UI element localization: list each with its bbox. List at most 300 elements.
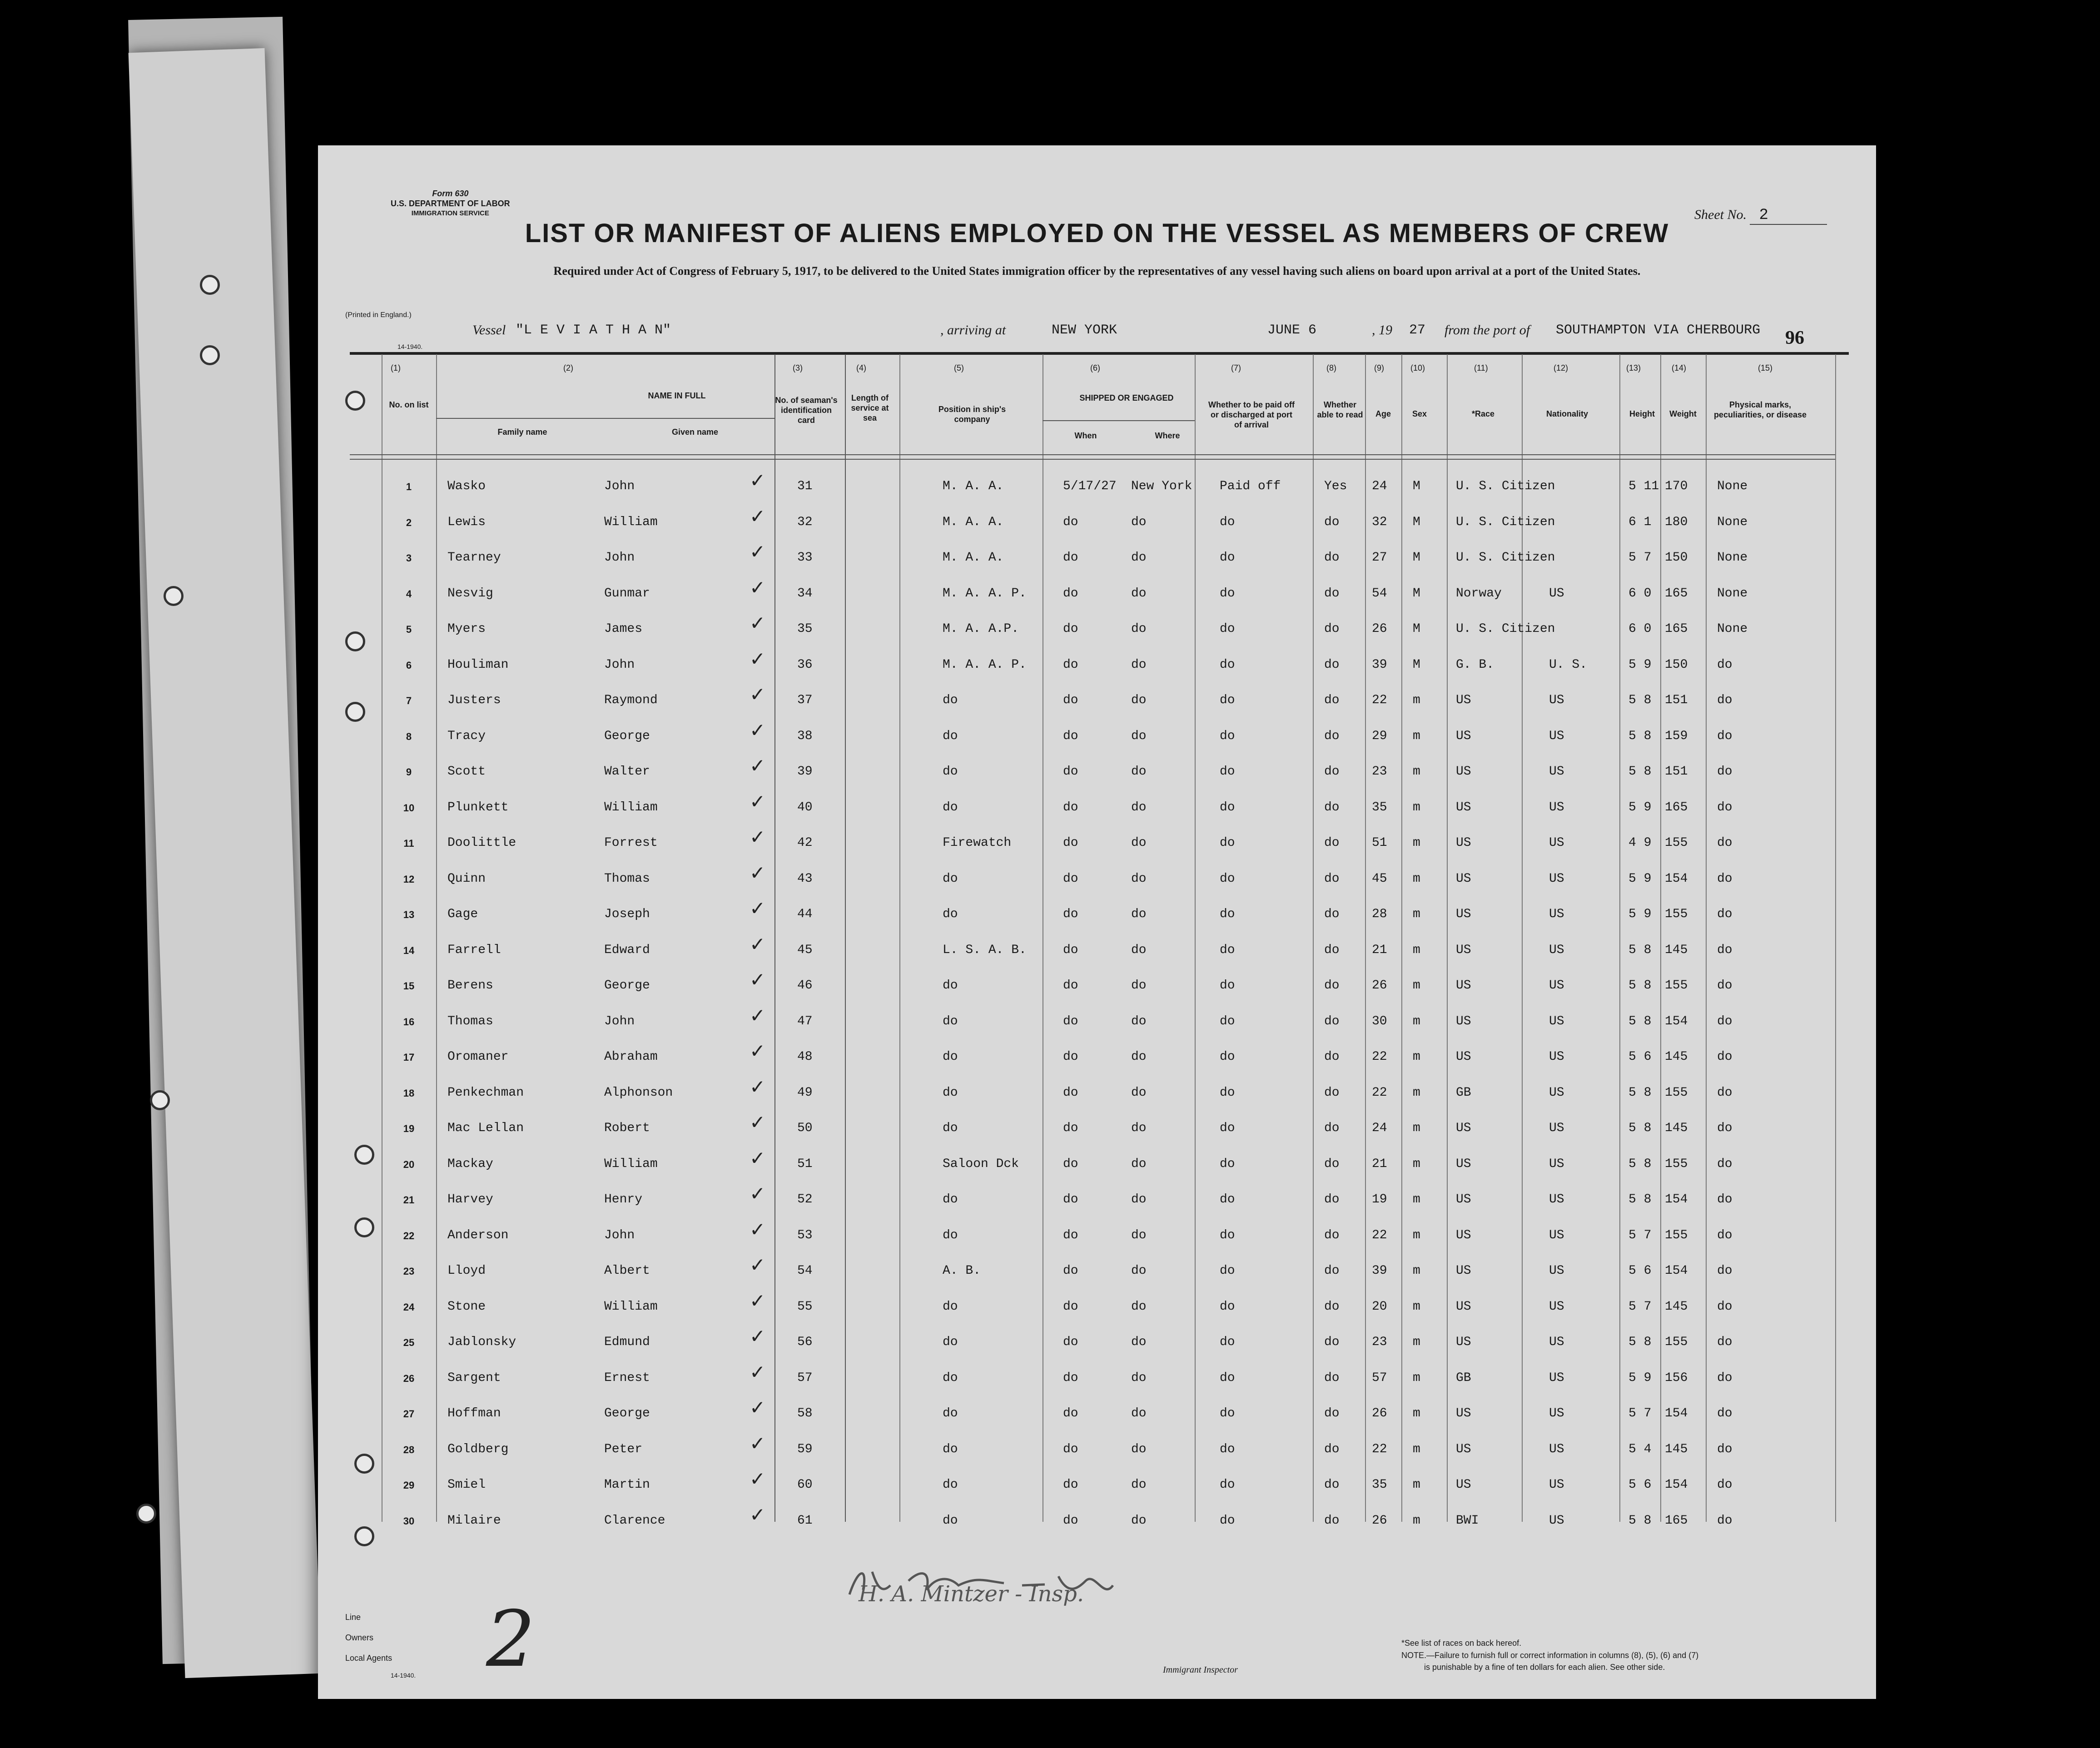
column-number: (8) — [1326, 363, 1336, 372]
cell-read: do — [1324, 1335, 1340, 1349]
binding-hole — [164, 586, 184, 606]
owners-label: Owners — [345, 1633, 374, 1642]
cell-given: Robert — [604, 1121, 650, 1135]
col-length-service: Length of service at sea — [851, 393, 889, 422]
cell-given: Edward — [604, 943, 650, 957]
cell-card: 50 — [797, 1121, 813, 1135]
cell-where: do — [1131, 622, 1147, 636]
cell-age: 26 — [1372, 622, 1387, 636]
cell-card: 54 — [797, 1264, 813, 1278]
cell-paid: do — [1220, 836, 1235, 850]
cell-nat: US — [1549, 800, 1564, 814]
cell-given: Henry — [604, 1192, 643, 1207]
cell-nat: US — [1549, 1228, 1564, 1242]
cell-when: do — [1063, 1014, 1078, 1028]
column-divider — [845, 354, 846, 1522]
col-weight: Weight — [1669, 409, 1697, 418]
cell-wt: 145 — [1665, 1442, 1688, 1456]
inspector-label: Immigrant Inspector — [1163, 1665, 1238, 1675]
cell-where: do — [1131, 1014, 1147, 1028]
cell-card: 51 — [797, 1157, 813, 1171]
cell-age: 29 — [1372, 729, 1387, 743]
cell-race: US — [1456, 1157, 1471, 1171]
cell-pos: do — [943, 1335, 958, 1349]
cell-sex: m — [1413, 1050, 1420, 1064]
check-mark-icon: ✓ — [750, 719, 766, 741]
cell-given: Walter — [604, 765, 650, 779]
cell-where: do — [1131, 1050, 1147, 1064]
check-mark-icon: ✓ — [750, 1218, 766, 1241]
cell-race: US — [1456, 943, 1471, 957]
row-number: 24 — [403, 1301, 415, 1313]
col-able-read: Whether able to read — [1317, 400, 1363, 419]
cell-family: Houliman — [447, 657, 509, 672]
cell-marks: do — [1717, 657, 1733, 672]
cell-family: Smiel — [447, 1478, 486, 1492]
cell-when: do — [1063, 1085, 1078, 1100]
cell-marks: do — [1717, 1406, 1733, 1420]
cell-wt: 154 — [1665, 1014, 1688, 1028]
cell-family: Justers — [447, 693, 501, 707]
check-mark-icon: ✓ — [750, 1004, 766, 1027]
cell-ht: 5 4 — [1628, 1442, 1652, 1456]
cell-paid: do — [1220, 800, 1235, 814]
row-number: 9 — [406, 766, 412, 778]
cell-race: US — [1456, 1050, 1471, 1064]
cell-age: 28 — [1372, 907, 1387, 921]
cell-age: 57 — [1372, 1371, 1387, 1385]
header-divider — [1043, 420, 1195, 421]
cell-given: James — [604, 622, 643, 636]
cell-ht: 5 8 — [1628, 729, 1652, 743]
cell-race: US — [1456, 978, 1471, 993]
row-number: 14 — [403, 944, 415, 956]
cell-ht: 5 8 — [1628, 1085, 1652, 1100]
cell-card: 37 — [797, 693, 813, 707]
header-rule — [350, 352, 1849, 355]
cell-paid: do — [1220, 907, 1235, 921]
local-agents-label: Local Agents — [345, 1654, 392, 1663]
cell-read: do — [1324, 1157, 1340, 1171]
cell-card: 35 — [797, 622, 813, 636]
footer-form-code: 14-1940. — [391, 1672, 416, 1679]
column-number: (11) — [1474, 363, 1488, 372]
cell-when: do — [1063, 943, 1078, 957]
cell-sex: m — [1413, 871, 1420, 886]
cell-card: 49 — [797, 1085, 813, 1100]
cell-sex: m — [1413, 1014, 1420, 1028]
cell-ht: 5 7 — [1628, 551, 1652, 565]
cell-family: Farrell — [447, 943, 501, 957]
cell-ht: 5 8 — [1628, 1121, 1652, 1135]
cell-wt: 145 — [1665, 1050, 1688, 1064]
cell-family: Plunkett — [447, 800, 509, 814]
cell-card: 38 — [797, 729, 813, 743]
cell-family: Jablonsky — [447, 1335, 516, 1349]
row-number: 23 — [403, 1266, 415, 1277]
row-number: 16 — [403, 1016, 415, 1028]
cell-marks: do — [1717, 1371, 1733, 1385]
cell-paid: do — [1220, 586, 1235, 601]
cell-when: 5/17/27 — [1063, 479, 1117, 493]
cell-ht: 5 8 — [1628, 978, 1652, 993]
cell-where: do — [1131, 551, 1147, 565]
check-mark-icon: ✓ — [750, 1325, 766, 1347]
cell-when: do — [1063, 907, 1078, 921]
cell-where: do — [1131, 1157, 1147, 1171]
page-number: 96 — [1785, 328, 1804, 348]
check-mark-icon: ✓ — [750, 1289, 766, 1312]
cell-sex: m — [1413, 1264, 1420, 1278]
cell-read: do — [1324, 1014, 1340, 1028]
cell-pos: do — [943, 1192, 958, 1207]
cell-wt: 145 — [1665, 1299, 1688, 1314]
check-mark-icon: ✓ — [750, 576, 766, 599]
cell-family: Thomas — [447, 1014, 493, 1028]
cell-nat: U. S. — [1549, 657, 1588, 672]
cell-race: US — [1456, 1299, 1471, 1314]
cell-ht: 5 9 — [1628, 657, 1652, 672]
check-mark-icon: ✓ — [750, 897, 766, 919]
header-divider — [350, 454, 1835, 455]
column-number: (1) — [391, 363, 401, 372]
cell-sex: m — [1413, 800, 1420, 814]
col-physical-marks: Physical marks, peculiarities, or disease — [1713, 400, 1807, 419]
arrival-year: 27 — [1409, 323, 1426, 338]
cell-race: US — [1456, 729, 1471, 743]
cell-pos: M. A. A. P. — [943, 586, 1027, 601]
cell-pos: Firewatch — [943, 836, 1012, 850]
cell-card: 39 — [797, 765, 813, 779]
cell-race: US — [1456, 871, 1471, 886]
cell-nat: US — [1549, 943, 1564, 957]
binding-hole — [354, 1145, 374, 1165]
cell-race: Norway — [1456, 586, 1502, 601]
cell-given: Thomas — [604, 871, 650, 886]
cell-given: Albert — [604, 1264, 650, 1278]
row-number: 10 — [403, 802, 415, 814]
cell-given: George — [604, 978, 650, 993]
cell-paid: do — [1220, 943, 1235, 957]
cell-card: 42 — [797, 836, 813, 850]
arriving-label: , arriving at — [940, 323, 1006, 338]
cell-ht: 5 9 — [1628, 907, 1652, 921]
cell-where: do — [1131, 1513, 1147, 1528]
cell-sex: m — [1413, 978, 1420, 993]
cell-wt: 145 — [1665, 1121, 1688, 1135]
handwritten-number: 2 — [486, 1594, 536, 1684]
cell-marks: do — [1717, 765, 1733, 779]
cell-when: do — [1063, 657, 1078, 672]
cell-where: do — [1131, 978, 1147, 993]
header-divider — [436, 418, 774, 419]
cell-pos: M. A. A. P. — [943, 657, 1027, 672]
cell-sex: m — [1413, 693, 1420, 707]
cell-age: 39 — [1372, 657, 1387, 672]
cell-given: Clarence — [604, 1513, 665, 1528]
col-family-name: Family name — [497, 427, 547, 437]
cell-pos: do — [943, 1085, 958, 1100]
cell-pos: do — [943, 1442, 958, 1456]
cell-nat: US — [1549, 1406, 1564, 1420]
cell-paid: do — [1220, 1299, 1235, 1314]
cell-given: Forrest — [604, 836, 658, 850]
cell-age: 39 — [1372, 1264, 1387, 1278]
cell-family: Penkechman — [447, 1085, 524, 1100]
cell-ht: 6 0 — [1628, 586, 1652, 601]
binding-hole — [136, 1504, 156, 1524]
row-number: 21 — [403, 1194, 415, 1206]
cell-when: do — [1063, 871, 1078, 886]
department: U.S. DEPARTMENT OF LABOR — [391, 199, 510, 208]
check-mark-icon: ✓ — [750, 1040, 766, 1062]
column-divider — [1313, 354, 1314, 1522]
cell-wt: 150 — [1665, 657, 1688, 672]
cell-read: do — [1324, 1264, 1340, 1278]
cell-family: Lewis — [447, 515, 486, 529]
cell-card: 61 — [797, 1513, 813, 1528]
signature-text: H. A. Mintzer - Insp. — [859, 1581, 1084, 1607]
cell-card: 55 — [797, 1299, 813, 1314]
cell-paid: do — [1220, 1371, 1235, 1385]
cell-sex: M — [1413, 657, 1420, 672]
cell-marks: None — [1717, 622, 1748, 636]
cell-when: do — [1063, 693, 1078, 707]
cell-pos: do — [943, 800, 958, 814]
cell-where: do — [1131, 1406, 1147, 1420]
cell-where: do — [1131, 1371, 1147, 1385]
cell-card: 36 — [797, 657, 813, 672]
cell-sex: m — [1413, 765, 1420, 779]
check-mark-icon: ✓ — [750, 469, 766, 492]
row-number: 5 — [406, 624, 412, 635]
cell-given: William — [604, 1299, 658, 1314]
cell-ht: 5 8 — [1628, 1335, 1652, 1349]
cell-pos: do — [943, 1228, 958, 1242]
cell-family: Goldberg — [447, 1442, 509, 1456]
cell-paid: do — [1220, 1192, 1235, 1207]
cell-marks: do — [1717, 1264, 1733, 1278]
cell-wt: 145 — [1665, 943, 1688, 957]
cell-pos: do — [943, 978, 958, 993]
col-no-on-list: No. on list — [389, 400, 429, 409]
cell-where: do — [1131, 1085, 1147, 1100]
binding-hole — [200, 275, 220, 295]
col-shipped-engaged: SHIPPED OR ENGAGED — [1079, 393, 1174, 402]
vessel-name: "L E V I A T H A N" — [516, 323, 671, 338]
cell-given: William — [604, 800, 658, 814]
cell-paid: do — [1220, 1157, 1235, 1171]
cell-given: John — [604, 657, 635, 672]
cell-pos: do — [943, 1299, 958, 1314]
row-number: 13 — [403, 909, 415, 920]
year-prefix: , 19 — [1372, 323, 1392, 338]
cell-where: do — [1131, 1192, 1147, 1207]
col-given-name: Given name — [671, 427, 719, 437]
column-number: (14) — [1672, 363, 1687, 372]
cell-sex: M — [1413, 515, 1420, 529]
row-number: 25 — [403, 1337, 415, 1348]
cell-race: US — [1456, 1406, 1471, 1420]
column-number: (6) — [1090, 363, 1100, 372]
cell-ht: 5 8 — [1628, 693, 1652, 707]
cell-nat: US — [1549, 1085, 1564, 1100]
cell-family: Gage — [447, 907, 478, 921]
cell-paid: do — [1220, 1050, 1235, 1064]
voyage-line — [472, 323, 1853, 341]
cell-nat: US — [1549, 1014, 1564, 1028]
cell-sex: m — [1413, 836, 1420, 850]
cell-family: Oromaner — [447, 1050, 509, 1064]
col-sex: Sex — [1412, 409, 1427, 418]
cell-nat: US — [1549, 1050, 1564, 1064]
cell-age: 26 — [1372, 1513, 1387, 1528]
cell-read: do — [1324, 1121, 1340, 1135]
cell-wt: 155 — [1665, 907, 1688, 921]
cell-wt: 156 — [1665, 1371, 1688, 1385]
cell-when: do — [1063, 1121, 1078, 1135]
form-identifier — [391, 189, 510, 218]
cell-when: do — [1063, 1299, 1078, 1314]
cell-sex: m — [1413, 1513, 1420, 1528]
row-number: 19 — [403, 1123, 415, 1134]
cell-wt: 155 — [1665, 1228, 1688, 1242]
check-mark-icon: ✓ — [750, 647, 766, 670]
check-mark-icon: ✓ — [750, 1432, 766, 1455]
cell-sex: m — [1413, 1299, 1420, 1314]
cell-family: Mackay — [447, 1157, 493, 1171]
cell-paid: do — [1220, 515, 1235, 529]
cell-family: Scott — [447, 765, 486, 779]
cell-sex: M — [1413, 479, 1420, 493]
service: IMMIGRATION SERVICE — [411, 209, 489, 217]
cell-when: do — [1063, 1050, 1078, 1064]
cell-age: 20 — [1372, 1299, 1387, 1314]
column-divider — [1447, 354, 1448, 1522]
column-number: (10) — [1410, 363, 1425, 372]
row-number: 29 — [403, 1480, 415, 1491]
column-divider — [1835, 354, 1836, 1522]
cell-marks: do — [1717, 1478, 1733, 1492]
binding-hole — [200, 345, 220, 365]
cell-card: 56 — [797, 1335, 813, 1349]
cell-paid: do — [1220, 657, 1235, 672]
cell-read: do — [1324, 1192, 1340, 1207]
cell-paid: do — [1220, 1014, 1235, 1028]
cell-ht: 5 7 — [1628, 1406, 1652, 1420]
cell-sex: M — [1413, 622, 1420, 636]
binding-hole — [345, 391, 365, 411]
cell-card: 45 — [797, 943, 813, 957]
form-number: Form 630 — [432, 189, 469, 198]
cell-marks: do — [1717, 1228, 1733, 1242]
cell-when: do — [1063, 1371, 1078, 1385]
column-divider — [1706, 354, 1707, 1522]
cell-ht: 5 8 — [1628, 943, 1652, 957]
cell-card: 59 — [797, 1442, 813, 1456]
cell-card: 31 — [797, 479, 813, 493]
cell-paid: do — [1220, 1085, 1235, 1100]
cell-pos: do — [943, 693, 958, 707]
cell-pos: M. A. A.P. — [943, 622, 1019, 636]
cell-ht: 5 6 — [1628, 1478, 1652, 1492]
cell-given: John — [604, 1014, 635, 1028]
cell-given: Gunmar — [604, 586, 650, 601]
check-mark-icon: ✓ — [750, 1147, 766, 1169]
cell-where: do — [1131, 836, 1147, 850]
check-mark-icon: ✓ — [750, 505, 766, 527]
cell-given: George — [604, 1406, 650, 1420]
cell-age: 22 — [1372, 1085, 1387, 1100]
column-divider — [1522, 354, 1523, 1522]
binding-hole — [345, 702, 365, 722]
sheet-number-label: Sheet No. — [1694, 207, 1747, 222]
column-number: (3) — [793, 363, 803, 372]
cell-pos: M. A. A. — [943, 515, 1004, 529]
cell-read: do — [1324, 1299, 1340, 1314]
cell-race: U. S. Citizen — [1456, 515, 1555, 529]
cell-nat: US — [1549, 1513, 1564, 1528]
cell-pos: M. A. A. — [943, 551, 1004, 565]
cell-marks: do — [1717, 1014, 1733, 1028]
check-mark-icon: ✓ — [750, 861, 766, 884]
cell-paid: do — [1220, 871, 1235, 886]
cell-where: do — [1131, 907, 1147, 921]
cell-marks: do — [1717, 1335, 1733, 1349]
binding-hole — [354, 1217, 374, 1237]
cell-race: US — [1456, 800, 1471, 814]
cell-given: George — [604, 729, 650, 743]
cell-when: do — [1063, 836, 1078, 850]
cell-wt: 165 — [1665, 800, 1688, 814]
cell-race: GB — [1456, 1371, 1471, 1385]
cell-ht: 5 6 — [1628, 1264, 1652, 1278]
cell-age: 23 — [1372, 1335, 1387, 1349]
cell-age: 51 — [1372, 836, 1387, 850]
check-mark-icon: ✓ — [750, 683, 766, 705]
cell-given: Ernest — [604, 1371, 650, 1385]
check-mark-icon: ✓ — [750, 1468, 766, 1490]
cell-age: 23 — [1372, 765, 1387, 779]
row-number: 27 — [403, 1408, 415, 1420]
cell-read: do — [1324, 1228, 1340, 1242]
cell-race: GB — [1456, 1085, 1471, 1100]
cell-nat: US — [1549, 693, 1564, 707]
check-mark-icon: ✓ — [750, 826, 766, 848]
cell-pos: L. S. A. B. — [943, 943, 1027, 957]
row-number: 30 — [403, 1515, 415, 1527]
cell-sex: m — [1413, 1157, 1420, 1171]
cell-paid: do — [1220, 1121, 1235, 1135]
departure-port: SOUTHAMPTON VIA CHERBOURG — [1556, 323, 1761, 338]
cell-paid: do — [1220, 1335, 1235, 1349]
cell-marks: None — [1717, 586, 1748, 601]
cell-where: do — [1131, 1442, 1147, 1456]
cell-wt: 165 — [1665, 586, 1688, 601]
cell-ht: 4 9 — [1628, 836, 1652, 850]
page-title: LIST OR MANIFEST OF ALIENS EMPLOYED ON THE VESSEL AS MEMBERS OF CREW — [525, 218, 1669, 248]
cell-nat: US — [1549, 978, 1564, 993]
cell-card: 48 — [797, 1050, 813, 1064]
cell-family: Stone — [447, 1299, 486, 1314]
column-divider — [436, 354, 437, 1522]
cell-when: do — [1063, 729, 1078, 743]
cell-nat: US — [1549, 1264, 1564, 1278]
binding-hole — [354, 1526, 374, 1546]
cell-family: Doolittle — [447, 836, 516, 850]
cell-when: do — [1063, 622, 1078, 636]
cell-sex: M — [1413, 551, 1420, 565]
